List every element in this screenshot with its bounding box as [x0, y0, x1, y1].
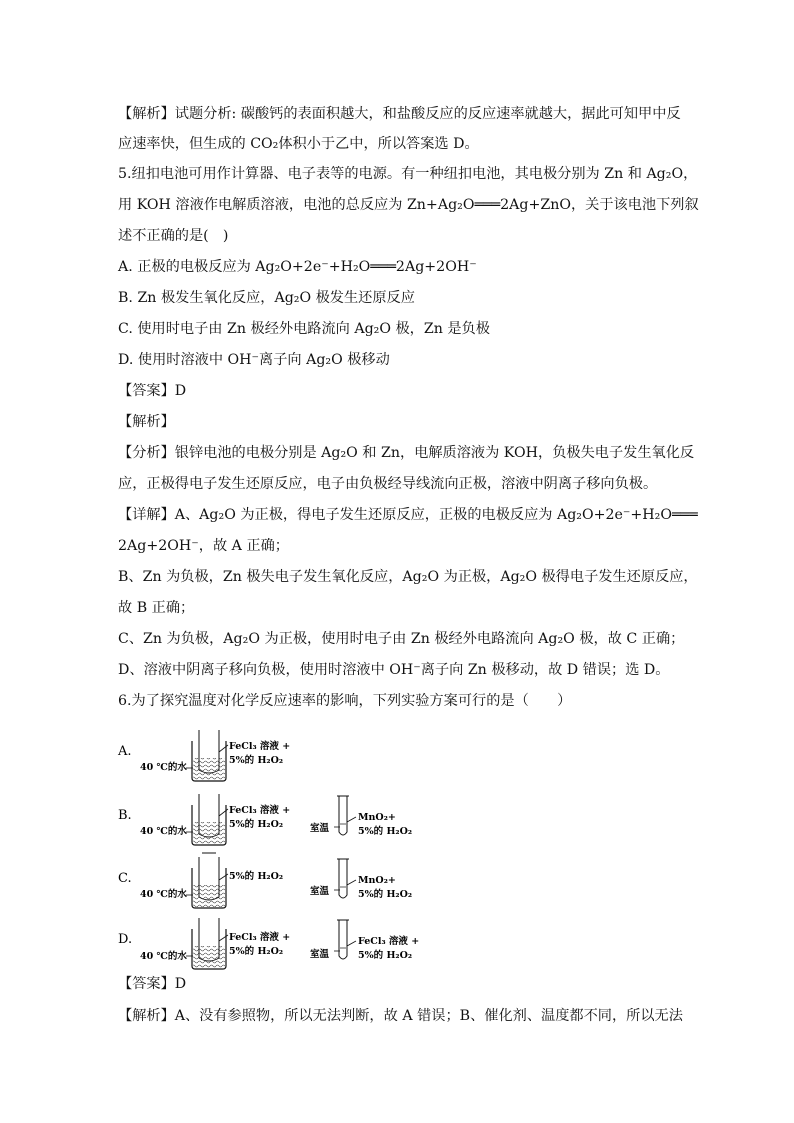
- tube-reagent-d-1: FeCl₃ 溶液 +: [358, 936, 420, 947]
- beaker-apparatus-b: [186, 794, 228, 853]
- question-5-stem: 5.纽扣电池可用作计算器、电子表等的电源。有一种纽扣电池，其电极分别为 Zn 和 Ag₂O，: [118, 166, 698, 182]
- text-line: B、Zn 为负极，Zn 极失电子发生氧化反应，Ag₂O 为正极，Ag₂O 极得电子发生还原反应，: [118, 569, 698, 585]
- room-temp-label-d: 室温: [310, 949, 330, 960]
- analysis-heading: 【解析】: [118, 414, 175, 430]
- text-line: 故 B 正确；: [118, 600, 195, 616]
- text-line: 【详解】A、Ag₂O 为正极，得电子发生还原反应，正极的电极反应为 Ag₂O+2e⁻+H₂O═══: [118, 507, 698, 523]
- room-temp-label-b: 室温: [310, 823, 330, 834]
- tube-reagent-c-2: 5%的 H₂O₂: [358, 889, 413, 900]
- tube-reagent-b-1: MnO₂+: [358, 812, 396, 823]
- text-line: 应，正极得电子发生还原反应，电子由负极经导线流向正极，溶液中阴离子移向负极。: [118, 476, 658, 492]
- beaker-apparatus-c: [186, 857, 228, 908]
- text-line: 用 KOH 溶液作电解质溶液，电池的总反应为 Zn+Ag₂O═══2Ag+ZnO，关于该电池下列叙: [118, 197, 699, 213]
- water-label-c: 40 ℃的水: [140, 889, 187, 900]
- text-line: 应速率快，但生成的 CO₂体积小于乙中，所以答案选 D。: [118, 136, 479, 152]
- option-c: C. 使用时电子由 Zn 极经外电路流向 Ag₂O 极，Zn 是负极: [118, 321, 490, 337]
- beaker-reagent-c-1: 5%的 H₂O₂: [229, 871, 284, 882]
- text-line: C、Zn 为负极，Ag₂O 为正极，使用时电子由 Zn 极经外电路流向 Ag₂O 极，故 C 正确；: [118, 631, 685, 647]
- text-line: 【解析】试题分析: 碳酸钙的表面积越大，和盐酸反应的反应速率就越大，据此可知甲中反: [118, 106, 681, 122]
- beaker-reagent-b-1: FeCl₃ 溶液 +: [229, 805, 291, 816]
- water-label-d: 40 ℃的水: [140, 951, 187, 962]
- beaker-reagent-d-2: 5%的 H₂O₂: [229, 946, 284, 957]
- test-tube-b: [334, 796, 356, 835]
- beaker-reagent-a-1: FeCl₃ 溶液 +: [229, 741, 291, 752]
- room-temp-label-c: 室温: [310, 886, 330, 897]
- option-a: A. 正极的电极反应为 Ag₂O+2e⁻+H₂O═══2Ag+2OH⁻: [118, 259, 477, 275]
- text-line: 【分析】银锌电池的电极分别是 Ag₂O 和 Zn，电解质溶液为 KOH，负极失电子发生氧化反: [118, 445, 695, 461]
- option-b-label: B.: [118, 808, 132, 823]
- beaker-reagent-b-2: 5%的 H₂O₂: [229, 819, 284, 830]
- option-d-label: D.: [118, 932, 133, 947]
- option-b: B. Zn 极发生氧化反应，Ag₂O 极发生还原反应: [118, 290, 415, 306]
- tube-reagent-b-2: 5%的 H₂O₂: [358, 826, 413, 837]
- tube-reagent-d-2: 5%的 H₂O₂: [358, 950, 413, 961]
- test-tube-d: [334, 920, 356, 959]
- tube-reagent-c-1: MnO₂+: [358, 875, 396, 886]
- beaker-reagent-a-2: 5%的 H₂O₂: [229, 755, 284, 766]
- option-d: D. 使用时溶液中 OH⁻离子向 Ag₂O 极移动: [118, 352, 390, 368]
- beaker-apparatus-a: [186, 730, 228, 781]
- text-line: 2Ag+2OH⁻，故 A 正确；: [118, 538, 289, 554]
- analysis-line-6: 【解析】A、没有参照物，所以无法判断，故 A 错误；B、催化剂、温度都不同，所以无法: [118, 1008, 683, 1024]
- text-line: D、溶液中阴离子移向负极，使用时溶液中 OH⁻离子向 Zn 极移动，故 D 错误；选 D。: [118, 662, 670, 678]
- answer-label-6: 【答案】D: [118, 976, 187, 992]
- water-label-b: 40 ℃的水: [140, 826, 187, 837]
- answer-label: 【答案】D: [118, 383, 187, 399]
- water-label-a: 40 ℃的水: [140, 762, 187, 773]
- text-line: 述不正确的是( ): [118, 228, 229, 244]
- option-a-label: A.: [118, 744, 132, 759]
- question-6-stem: 6.为了探究温度对化学反应速率的影响，下列实验方案可行的是（ ）: [118, 693, 572, 709]
- test-tube-c: [334, 859, 356, 898]
- beaker-reagent-d-1: FeCl₃ 溶液 +: [229, 932, 291, 943]
- beaker-apparatus-d: [186, 918, 228, 969]
- option-c-label: C.: [118, 871, 132, 886]
